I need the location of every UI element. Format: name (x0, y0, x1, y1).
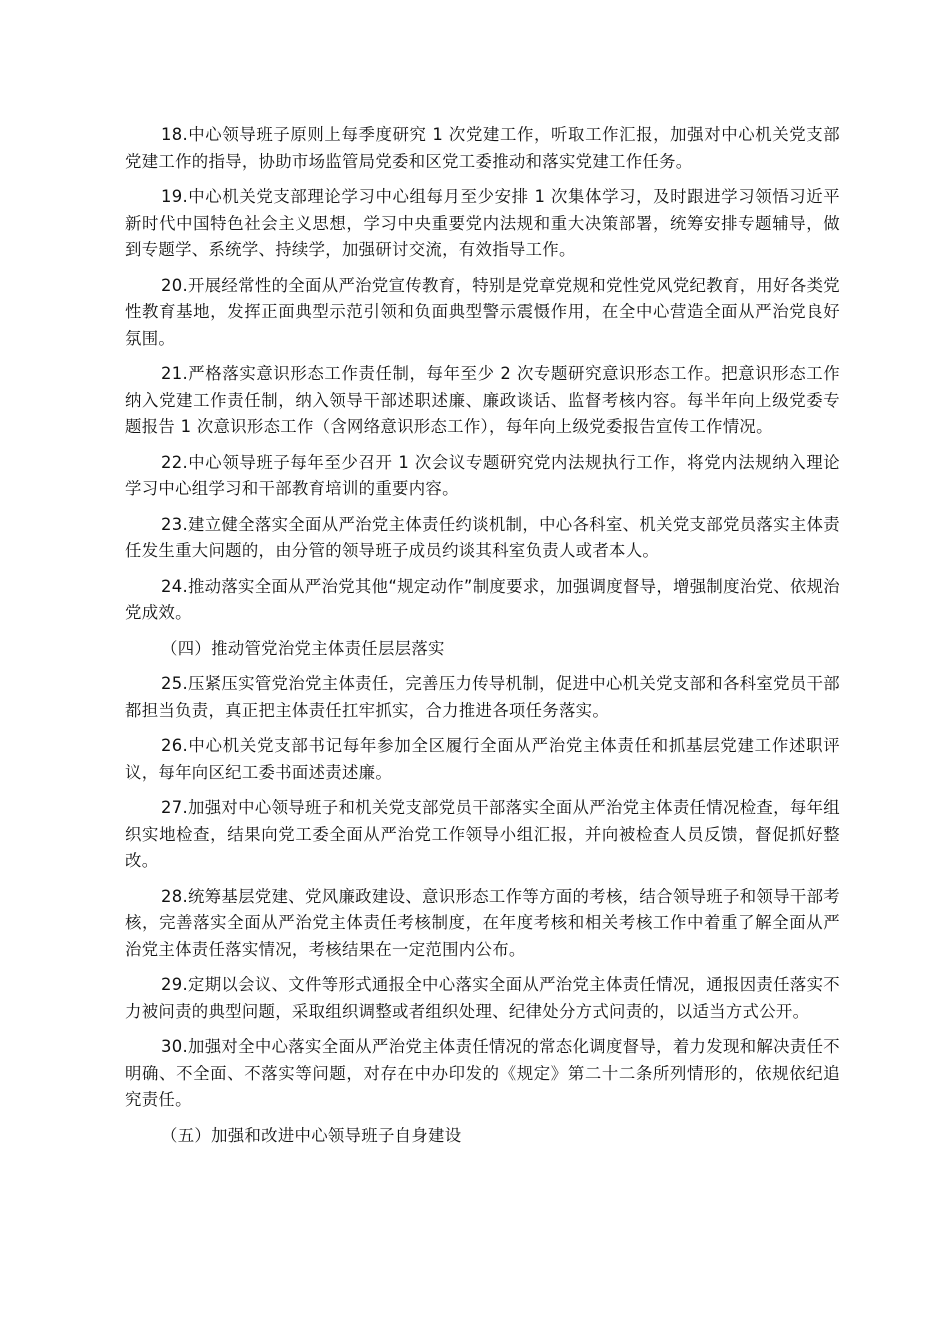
paragraph-25: 25.压紧压实管党治党主体责任，完善压力传导机制，促进中心机关党支部和各科室党员干部都担当负责，真正把主体责任扛牢抓实，合力推进各项任务落实。 (125, 674, 840, 720)
paragraph-29: 29.定期以会议、文件等形式通报全中心落实全面从严治党主体责任情况，通报因责任落实不力被问责的典型问题，采取组织调整或者组织处理、纪律处分方式问责的，以适当方式公开。 (125, 975, 840, 1021)
paragraph-24: 24.推动落实全面从严治党其他“规定动作”制度要求，加强调度督导，增强制度治党、依规治党成效。 (125, 576, 840, 622)
paragraph-19: 19.中心机关党支部理论学习中心组每月至少安排 1 次集体学习，及时跟进学习领悟习近平新时代中国特色社会主义思想，学习中央重要党内法规和重大决策部署，统筹安排专题辅导，做到专题学、系统学、持续学，加强研讨交流，有效指导工作。 (125, 187, 840, 259)
paragraph-22: 22.中心领导班子每年至少召开 1 次会议专题研究党内法规执行工作，将党内法规纳入理论学习中心组学习和干部教育培训的重要内容。 (125, 452, 840, 498)
paragraph-28: 28.统筹基层党建、党风廉政建设、意识形态工作等方面的考核，结合领导班子和领导干部考核，完善落实全面从严治党主体责任考核制度，在年度考核和相关考核工作中着重了解全面从严治党主体责任落实情况，考核结果在一定范围内公布。 (125, 886, 840, 959)
section-heading-4: （四）推动管党治党主体责任层层落实 (161, 638, 445, 658)
paragraph-21: 21.严格落实意识形态工作责任制，每年至少 2 次专题研究意识形态工作。把意识形态工作纳入党建工作责任制，纳入领导干部述职述廉、廉政谈话、监督考核内容。每半年向上级党委专题报告 1 次意识形态工作（含网络意识形态工作），每年向上级党委报告宣传工作情况。 (125, 364, 840, 436)
paragraph-26: 26.中心机关党支部书记每年参加全区履行全面从严治党主体责任和抓基层党建工作述职评议，每年向区纪工委书面述责述廉。 (125, 736, 840, 782)
paragraph-18: 18.中心领导班子原则上每季度研究 1 次党建工作，听取工作汇报，加强对中心机关党支部党建工作的指导，协助市场监管局党委和区党工委推动和落实党建工作任务。 (125, 125, 840, 171)
section-heading-5: （五）加强和改进中心领导班子自身建设 (161, 1125, 462, 1145)
paragraph-27: 27.加强对中心领导班子和机关党支部党员干部落实全面从严治党主体责任情况检查，每年组织实地检查，结果向党工委全面从严治党工作领导小组汇报，并向被检查人员反馈，督促抓好整改。 (125, 798, 840, 870)
document-page (125, 122, 840, 1158)
paragraph-23: 23.建立健全落实全面从严治党主体责任约谈机制，中心各科室、机关党支部党员落实主体责任发生重大问题的，由分管的领导班子成员约谈其科室负责人或者本人。 (125, 514, 840, 560)
paragraph-20: 20.开展经常性的全面从严治党宣传教育，特别是党章党规和党性党风党纪教育，用好各类党性教育基地，发挥正面典型示范引领和负面典型警示震慑作用，在全中心营造全面从严治党良好氛围。 (125, 275, 840, 348)
paragraph-30: 30.加强对全中心落实全面从严治党主体责任情况的常态化调度督导，着力发现和解决责任不明确、不全面、不落实等问题，对存在中办印发的《规定》第二十二条所列情形的，依规依纪追究责任。 (125, 1037, 840, 1109)
